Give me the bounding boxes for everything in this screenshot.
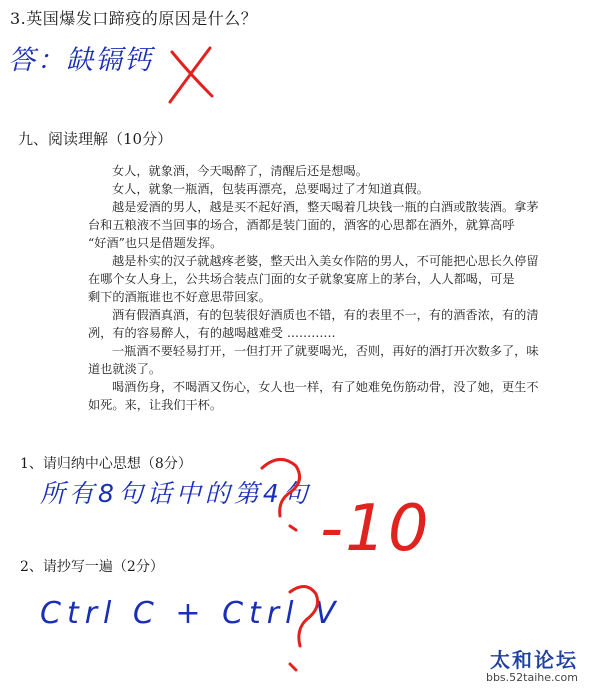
passage-line: 女人，就象酒，今天喝醉了，清醒后还是想喝。 <box>112 164 368 178</box>
question-3-handwritten-answer: 答：缺镉钙 <box>8 45 153 76</box>
question-1-handwritten-answer: 所有8句话中的第4句 <box>40 479 312 508</box>
passage-line: 越是朴实的汉子就越疼老婆，整天出入美女作陪的男人，不可能把心思长久停留 <box>112 254 539 268</box>
passage-line: 喝酒伤身，不喝酒又伤心，女人也一样，有了她难免伤筋动骨，没了她，更生不 <box>112 380 539 394</box>
question-mark-2-dot <box>290 664 296 670</box>
watermark-site-name: 太和论坛 <box>490 648 578 672</box>
passage-line: 台和五粮液不当回事的场合，酒都是装门面的，酒客的心思都在酒外，就算高呼 <box>88 218 515 232</box>
watermark-url: bbs.52taihe.com <box>485 671 578 684</box>
wrong-cross-mark <box>170 48 212 102</box>
score-mark: -10 <box>320 492 431 566</box>
passage-line: 冽，有的容易醉人，有的越喝越难受 ………… <box>88 326 336 340</box>
passage-line: 如死。来，让我们干杯。 <box>88 398 223 412</box>
question-mark-1-dot <box>290 526 296 530</box>
passage-line: “好酒”也只是借题发挥。 <box>88 236 223 250</box>
passage-line: 剩下的酒瓶谁也不好意思带回家。 <box>88 290 271 304</box>
forum-watermark <box>486 650 578 683</box>
passage-line: 一瓶酒不要轻易打开，一但打开了就要喝光，否则，再好的酒打开次数多了，味 <box>112 344 539 358</box>
passage-line: 酒有假酒真酒，有的包装很好酒质也不错，有的表里不一，有的酒香浓，有的清 <box>112 308 539 322</box>
passage-line: 道也就淡了。 <box>88 362 162 376</box>
question-3-title: 3.英国爆发口蹄疫的原因是什么？ <box>10 9 258 28</box>
question-2-handwritten-answer: Ctrl C + Ctrl V <box>40 596 342 631</box>
question-2-title: 2、请抄写一遍（2分） <box>20 559 164 575</box>
passage-line: 在哪个女人身上，公共场合装点门面的女子就象宴席上的茅台，人人都喝，可是 <box>88 272 515 286</box>
question-mark-1 <box>262 459 300 516</box>
section-9-title: 九、阅读理解（10分） <box>18 130 173 148</box>
passage-line: 越是爱酒的男人，越是买不起好酒，整天喝着几块钱一瓶的白酒或散装酒。拿茅 <box>112 200 539 214</box>
passage-line: 女人，就象一瓶酒，包装再漂亮，总要喝过了才知道真假。 <box>112 182 429 196</box>
question-mark-2 <box>290 586 318 646</box>
question-1-title: 1、请归纳中心思想（8分） <box>20 456 192 472</box>
